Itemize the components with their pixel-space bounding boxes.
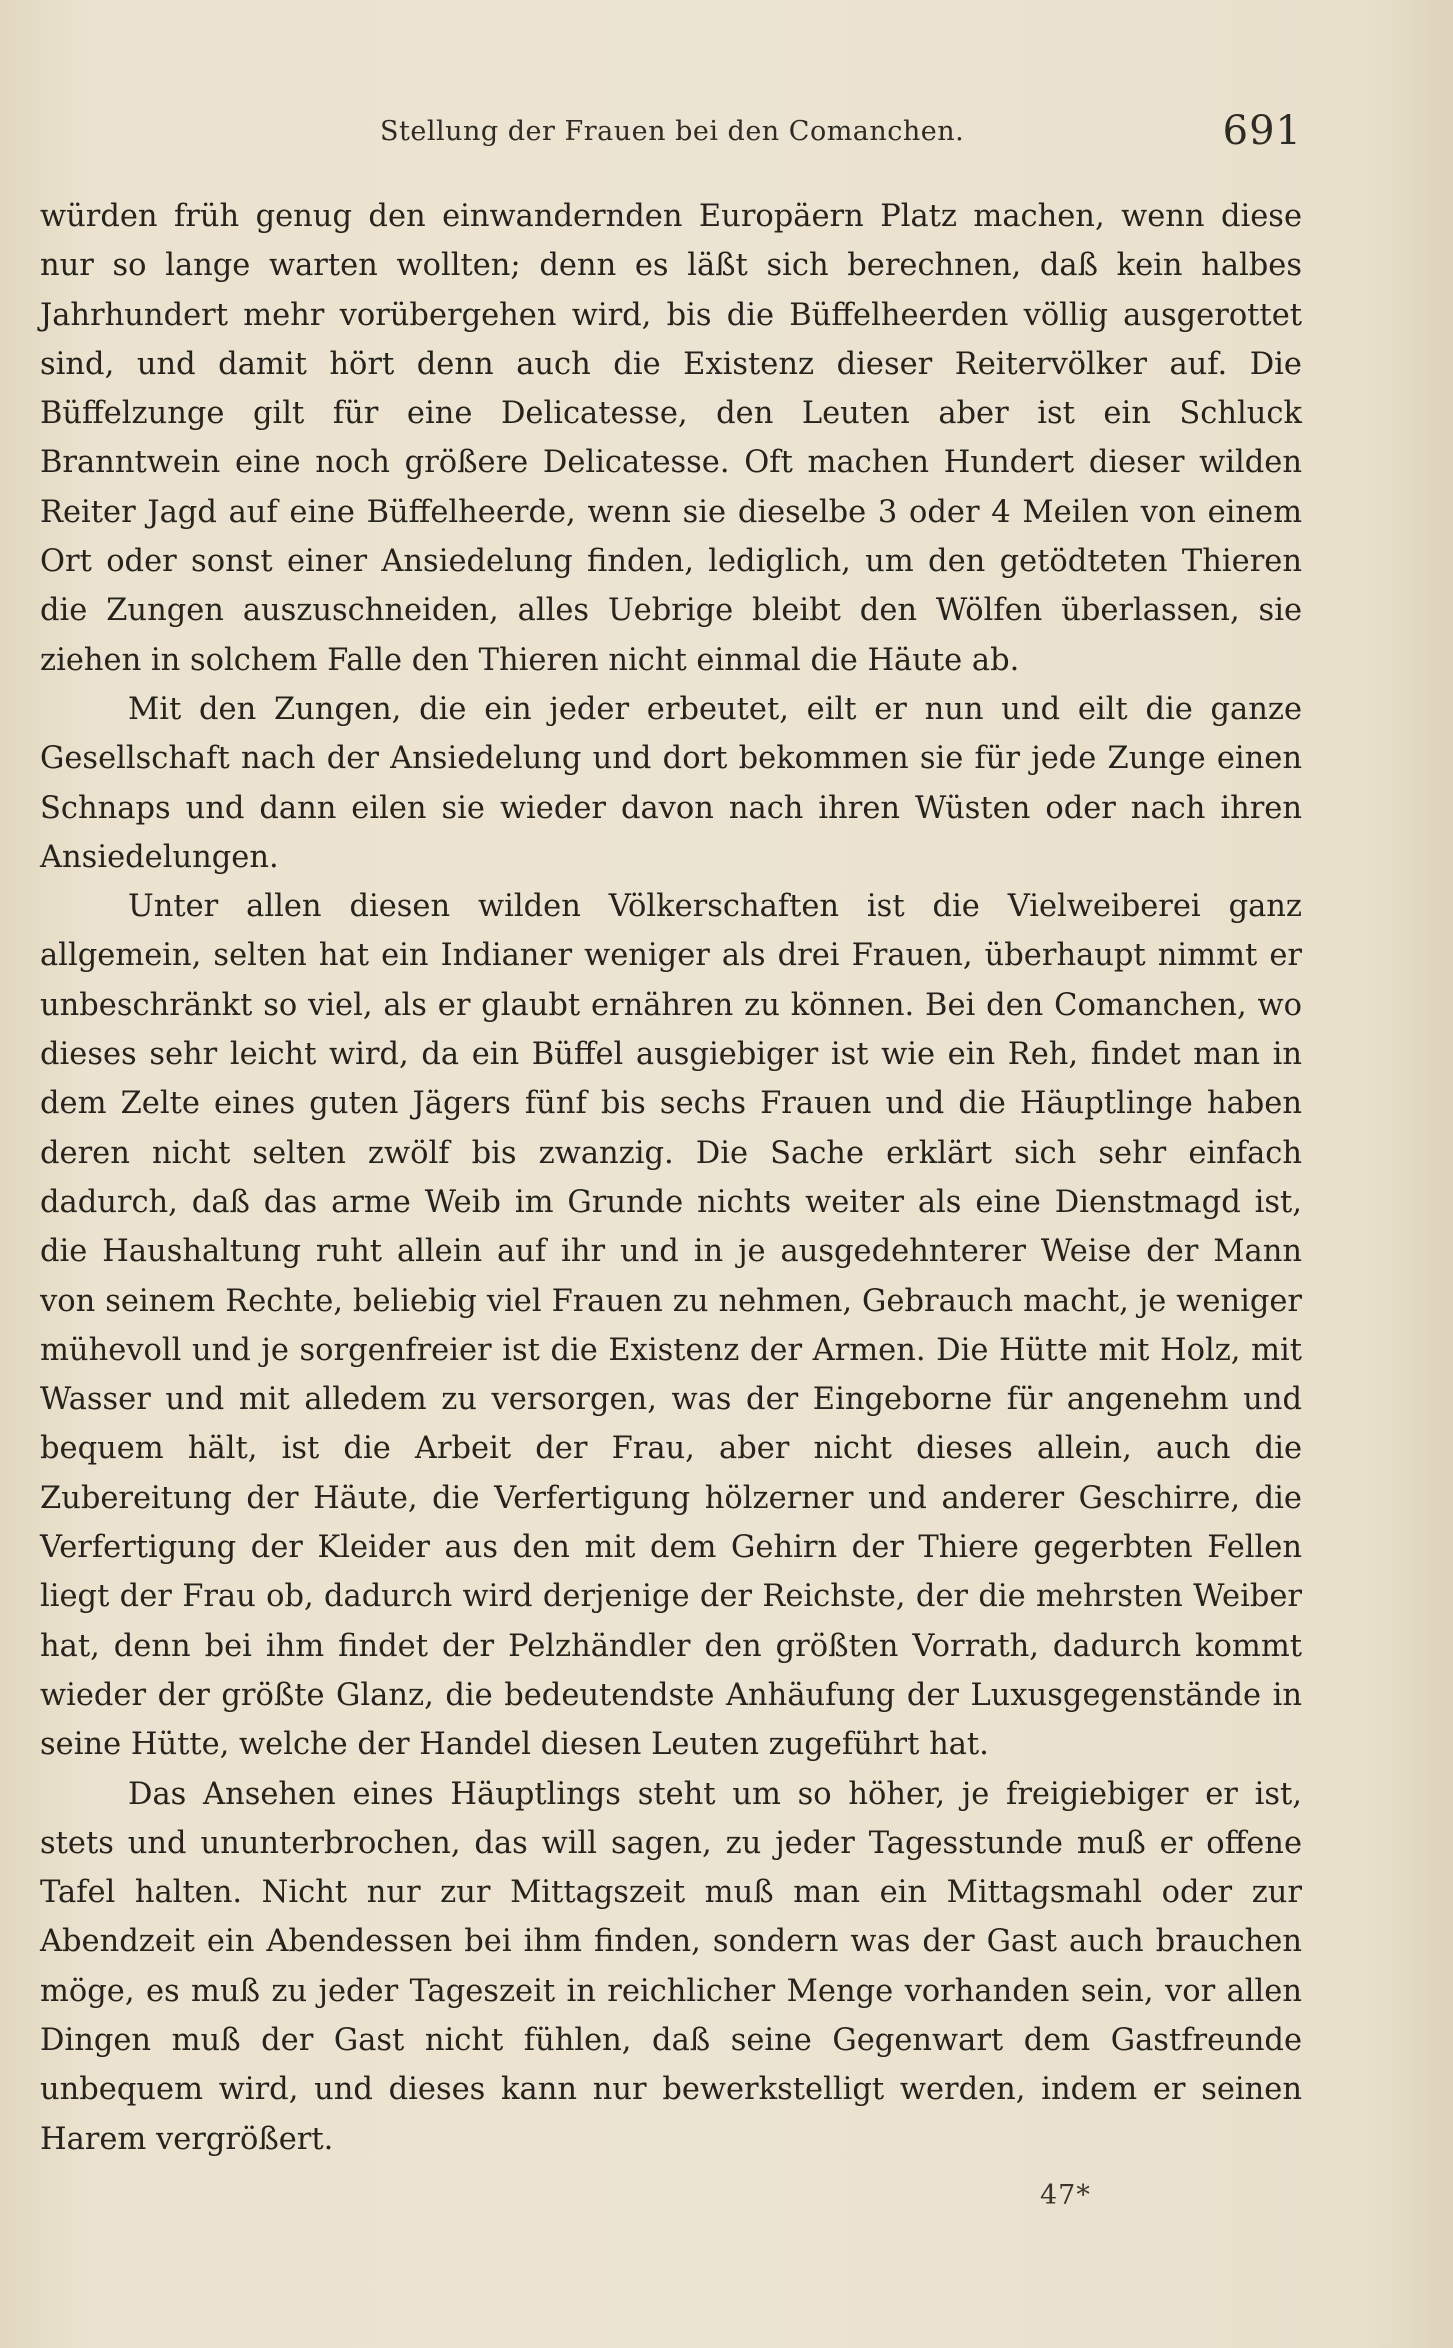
page-header <box>380 108 1340 168</box>
signature-mark: 47* <box>1040 2180 1091 2211</box>
running-title: Stellung der Frauen bei den Comanchen. <box>380 116 965 147</box>
paragraph: Das Ansehen eines Häuptlings steht um so höher, je freigiebiger er ist, stets und ununterbrochen, das will sagen, zu jeder Tagesstunde muß er offene Tafel halten. Nicht nur zur Mittagszeit muß man ein Mittagsmahl oder zur Abendzeit ein Abendessen bei ihm finden, sondern was der Gast auch brauchen möge, es muß zu jeder Tageszeit in reichlicher Menge vorhanden sein, vor allen Dingen muß der Gast nicht fühlen, daß seine Gegenwart dem Gastfreunde unbequem wird, und dieses kann nur bewerkstelligt werden, indem er seinen Harem vergrößert. <box>40 1776 1302 2157</box>
paragraph: Mit den Zungen, die ein jeder erbeutet, eilt er nun und eilt die ganze Gesellschaft nach der Ansiedelung und dort bekommen sie für jede Zunge einen Schnaps und dann eilen sie wieder davon nach ihren Wüsten oder nach ihren Ansiedelungen. <box>40 691 1302 875</box>
body-text <box>40 192 1302 2164</box>
paragraph: würden früh genug den einwandernden Europäern Platz machen, wenn diese nur so lange warten wollten; denn es läßt sich berechnen, daß kein halbes Jahrhundert mehr vorübergehen wird, bis die Büffelheerden völlig ausgerottet sind, und damit hört denn auch die Existenz dieser Reitervölker auf. Die Büffelzunge gilt für eine Delicatesse, den Leuten aber ist ein Schluck Branntwein eine noch größere Delicatesse. Oft machen Hundert dieser wilden Reiter Jagd auf eine Büffelheerde, wenn sie dieselbe 3 oder 4 Meilen von einem Ort oder sonst einer Ansiedelung finden, lediglich, um den getödteten Thieren die Zungen auszuschneiden, alles Uebrige bleibt den Wölfen überlassen, sie ziehen in solchem Falle den Thieren nicht einmal die Häute ab. <box>40 199 1302 678</box>
paragraph: Unter allen diesen wilden Völkerschaften ist die Vielweiberei ganz allgemein, selten hat ein Indianer weniger als drei Frauen, überhaupt nimmt er unbeschränkt so viel, als er glaubt ernähren zu können. Bei den Comanchen, wo dieses sehr leicht wird, da ein Büffel ausgiebiger ist wie ein Reh, findet man in dem Zelte eines guten Jägers fünf bis sechs Frauen und die Häuptlinge haben deren nicht selten zwölf bis zwanzig. Die Sache erklärt sich sehr einfach dadurch, daß das arme Weib im Grunde nichts weiter als eine Dienstmagd ist, die Haushaltung ruht allein auf ihr und in je ausgedehnterer Weise der Mann von seinem Rechte, beliebig viel Frauen zu nehmen, Gebrauch macht, je weniger mühevoll und je sorgenfreier ist die Existenz der Armen. Die Hütte mit Holz, mit Wasser und mit alledem zu versorgen, was der Eingeborne für angenehm und bequem hält, ist die Arbeit der Frau, aber nicht dieses allein, auch die Zubereitung der Häute, die Verfertigung hölzerner und anderer Geschirre, die Verfertigung der Kleider aus den mit dem Gehirn der Thiere gegerbten Fellen liegt der Frau ob, dadurch wird derjenige der Reichste, der die mehrsten Weiber hat, denn bei ihm findet der Pelzhändler den größten Vorrath, dadurch kommt wieder der größte Glanz, die bedeutendste Anhäufung der Luxusgegenstände in seine Hütte, welche der Handel diesen Leuten zugeführt hat. <box>40 889 1302 1763</box>
page-number: 691 <box>1222 108 1302 154</box>
